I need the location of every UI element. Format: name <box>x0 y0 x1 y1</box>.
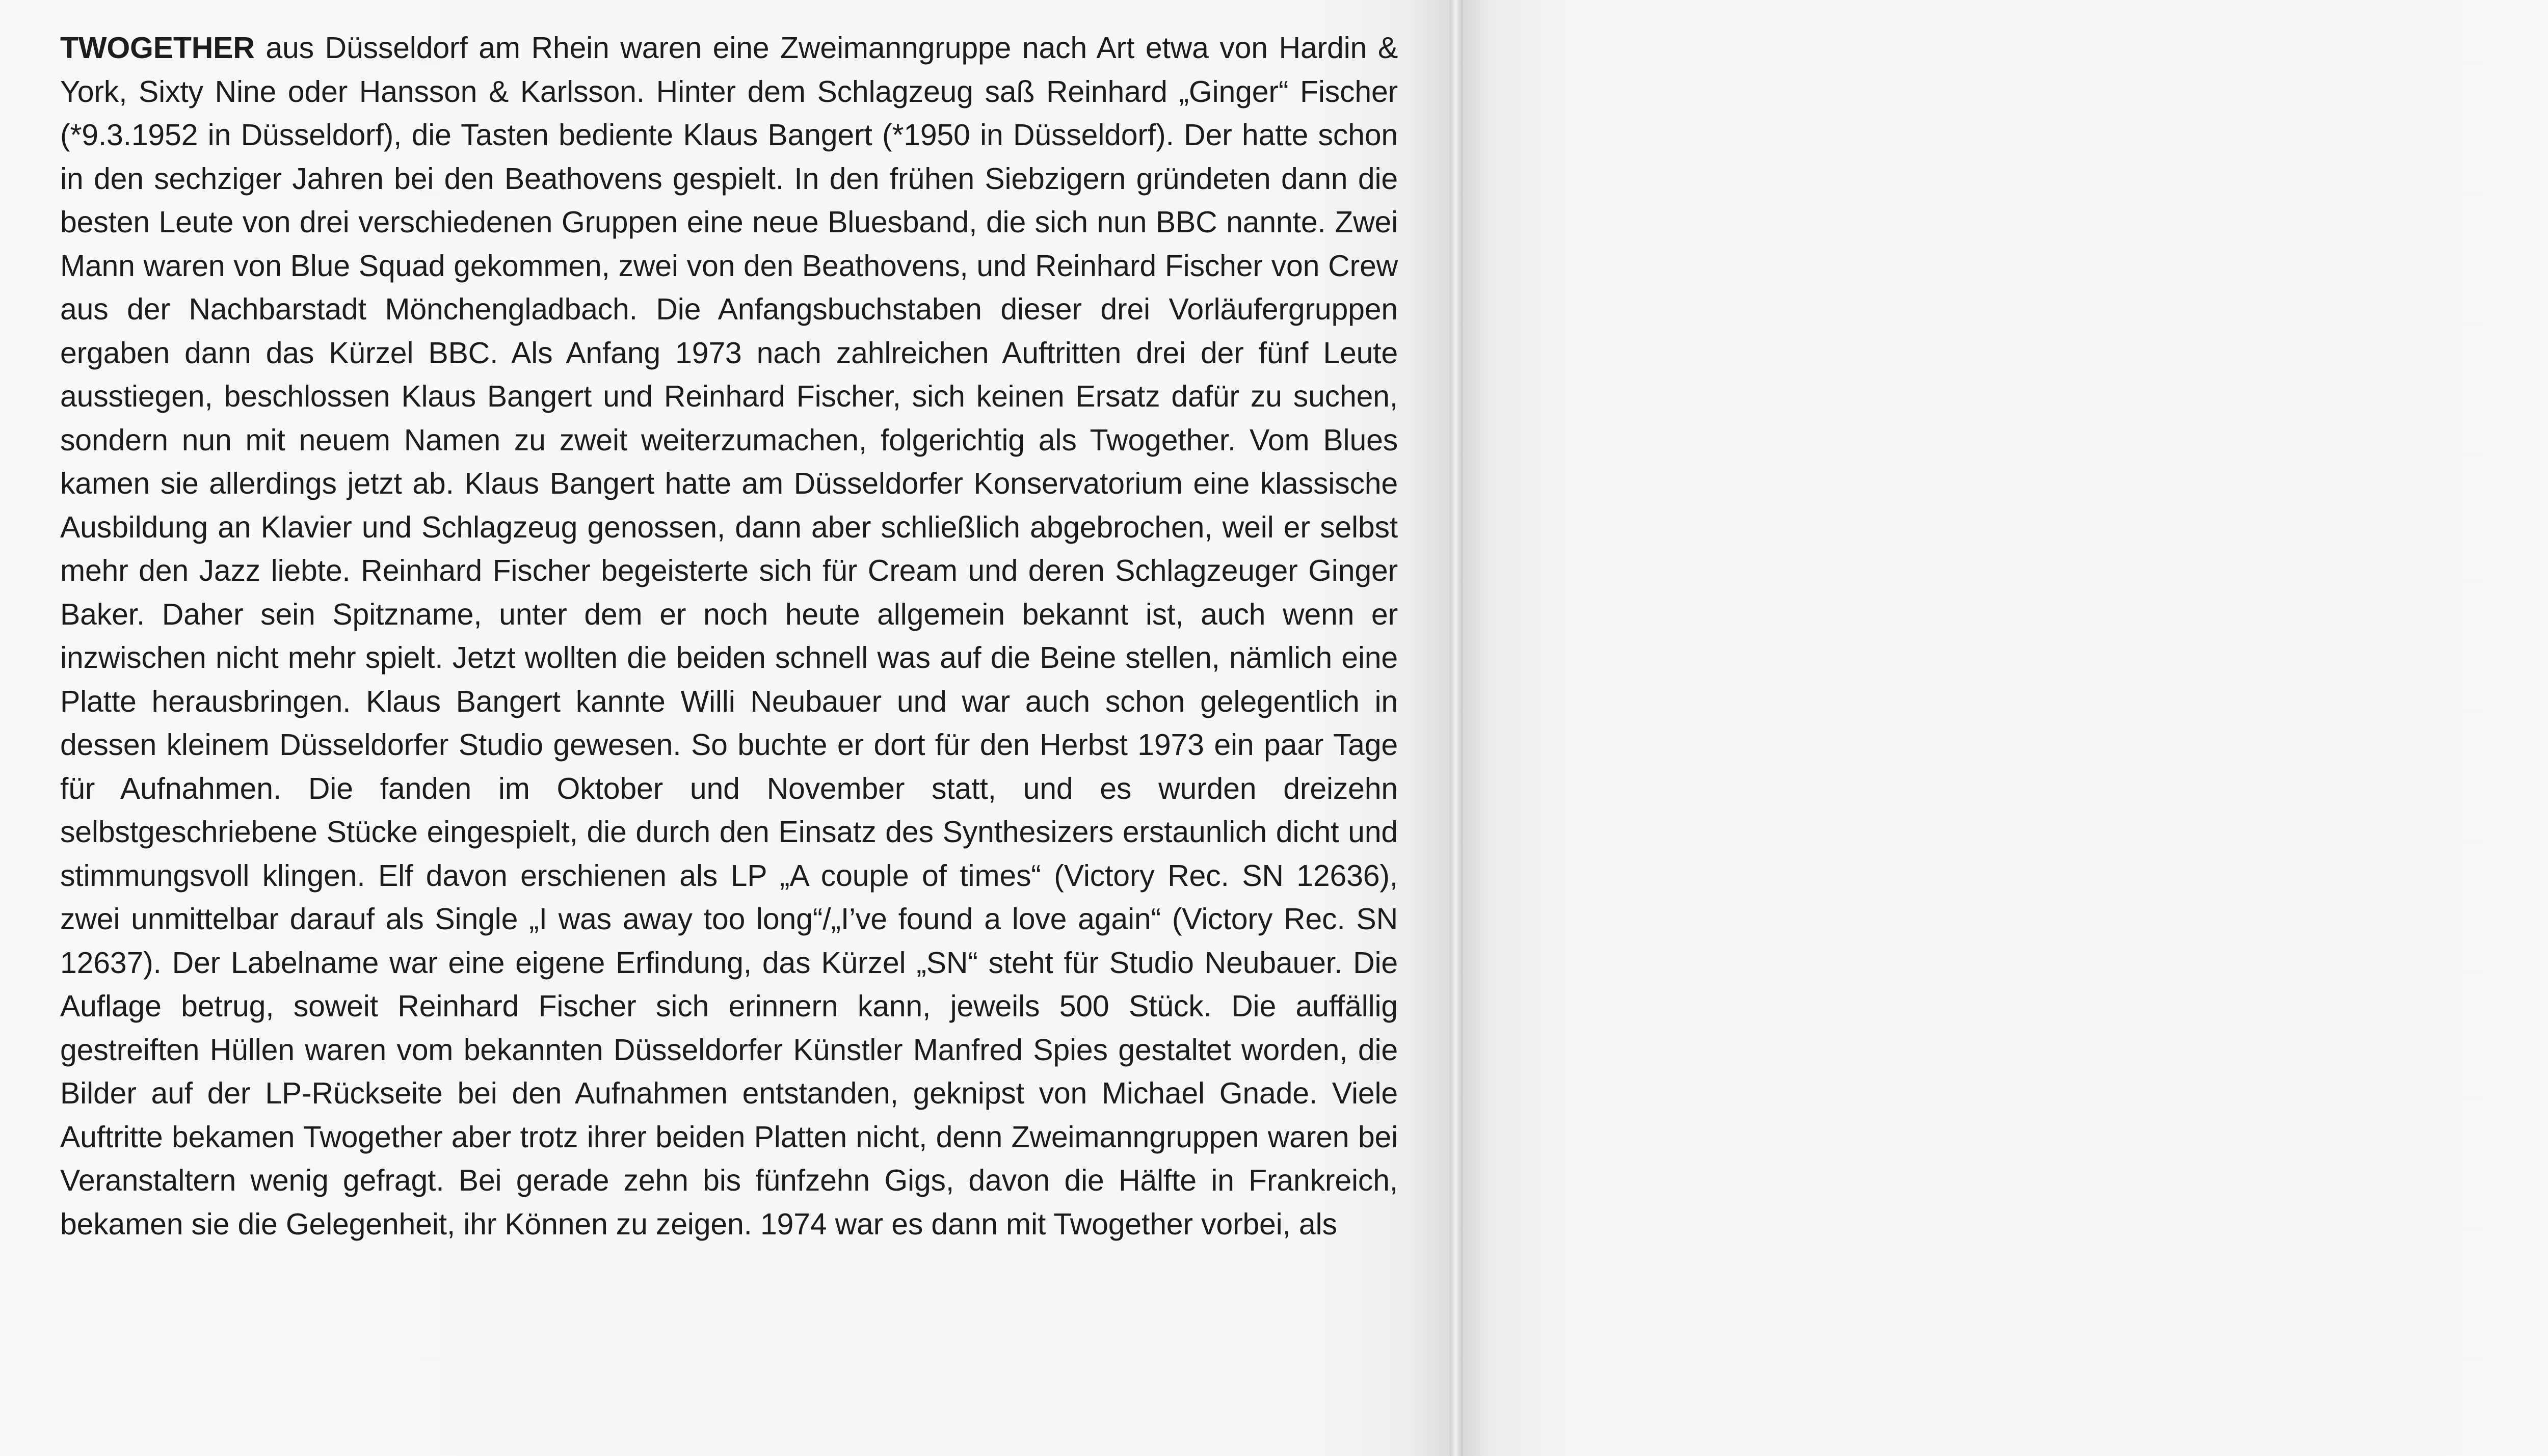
right-page <box>1463 0 2548 1456</box>
band-name-heading: TWOGETHER <box>60 31 255 65</box>
band-history-text: aus Düsseldorf am Rhein waren eine Zweimanngruppe nach Art etwa von Hardin & York, Sixty Nine oder Hansson & Karlsson. Hinter dem Schlagzeug saß Reinhard „Ginger“ Fischer (*9.3.1952 in Düsseldorf), die Tasten bediente Klaus Bangert (*1950 in Düsseldorf). Der hatte schon in den sechziger Jahren bei den Beathovens gespielt. In den frühen Siebzigern gründeten dann die besten Leute von drei verschiedenen Gruppen eine neue Bluesband, die sich nun BBC nannte. Zwei Mann waren von Blue Squad gekommen, zwei von den Beathovens, und Reinhard Fischer von Crew aus der Nachbarstadt Mönchengladbach. Die Anfangsbuchstaben dieser drei Vorläufergruppen ergaben dann das Kürzel BBC. Als Anfang 1973 nach zahlreichen Auftritten drei der fünf Leute ausstiegen, beschlossen Klaus Bangert und Reinhard Fischer, sich keinen Ersatz dafür zu suchen, sondern nun mit neuem Namen zu zweit weiterzumachen, folgerichtig als Twogether. Vom Blues kamen sie allerdings jetzt ab. Klaus Bangert hatte am Düsseldorfer Konservatorium eine klassische Ausbildung an Klavier und Schlagzeug genossen, dann aber schließlich abgebrochen, weil er selbst mehr den Jazz liebte. Reinhard Fischer begeisterte sich für Cream und deren Schlagzeuger Ginger Baker. Daher sein Spitzname, unter dem er noch heute allgemein bekannt ist, auch wenn er inzwischen nicht mehr spielt. Jetzt wollten die beiden schnell was auf die Beine stellen, nämlich eine Platte herausbringen. Klaus Bangert kannte Willi Neubauer und war auch schon gelegentlich in dessen kleinem Düsseldorfer Studio gewesen. So buchte er dort für den Herbst 1973 ein paar Tage für Aufnahmen. Die fanden im Oktober und November statt, und es wurden dreizehn selbstgeschriebene Stücke eingespielt, die durch den Einsatz des Synthesizers erstaunlich dicht und stimmungsvoll klingen. Elf davon erschienen als LP „A couple of times“ (Victory Rec. SN 12636), zwei unmittelbar darauf als Single „I was away too long“/„I’ve found a love again“ (Victory Rec. SN 12637). Der Labelname war eine eigene Erfindung, das Kürzel „SN“ steht für Studio Neubauer. Die Auflage betrug, soweit Reinhard Fischer sich erinnern kann, jeweils 500 Stück. Die auffällig gestreiften Hüllen waren vom bekannten Düsseldorfer Künstler Manfred Spies gestaltet worden, die Bilder auf der LP-Rückseite bei den Aufnahmen entstanden, geknipst von Michael Gnade. Viele Auftritte bekamen Twogether aber trotz ihrer beiden Platten nicht, denn Zweimanngruppen waren bei Veranstaltern wenig gefragt. Bei gerade zehn bis fünfzehn Gigs, davon die Hälfte in Frankreich, bekamen sie die Gelegenheit, ihr Können zu zeigen. 1974 war es dann mit Twogether vorbei, als <box>60 31 1398 1241</box>
book-gutter <box>1450 0 1463 1456</box>
left-page-text <box>60 26 1398 1246</box>
paragraph-band-history <box>60 26 1398 1246</box>
